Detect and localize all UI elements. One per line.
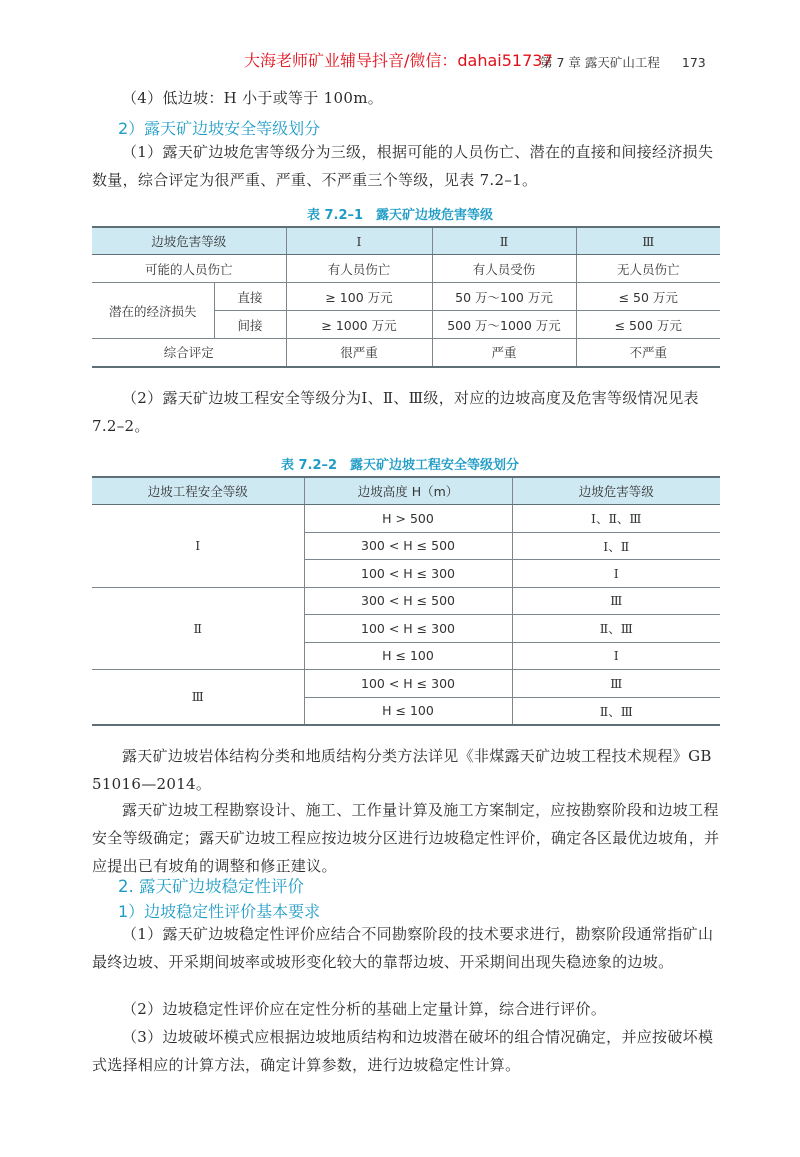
table1-cell: 间接 [214, 311, 286, 339]
table2-height-cell: H ≤ 100 [304, 697, 512, 725]
table1-cell: 直接 [214, 283, 286, 311]
table1-cell: 很严重 [286, 339, 432, 367]
table1-header: Ⅰ [286, 227, 432, 255]
table2-hazard-cell: Ⅰ [512, 560, 720, 588]
paragraph-classification: 露天矿边坡岩体结构分类和地质结构分类方法详见《非煤露天矿边坡工程技术规程》GB 51016—2014。 [92, 747, 712, 793]
chapter-title: 第 7 章 露天矿山工程 [540, 55, 660, 70]
table2-height-cell: 300 < H ≤ 500 [304, 587, 512, 615]
table1-header: Ⅱ [432, 227, 576, 255]
table1-cell: ≤ 500 万元 [576, 311, 720, 339]
page-number: 173 [681, 55, 706, 70]
table2-header: 边坡高度 H（m） [304, 477, 512, 505]
table1-cell: 500 万～1000 万元 [432, 311, 576, 339]
table1-header: Ⅲ [576, 227, 720, 255]
paragraph-requirement-2: （2）边坡稳定性评价应在定性分析的基础上定量计算，综合进行评价。 [122, 1000, 607, 1018]
paragraph-safety-grade: （2）露天矿边坡工程安全等级分为Ⅰ、Ⅱ、Ⅲ级，对应的边坡高度及危害等级情况见表 7.2–2。 [92, 389, 699, 435]
table2-height-cell: 100 < H ≤ 300 [304, 670, 512, 698]
table1-header: 边坡危害等级 [92, 227, 286, 255]
table2-hazard-cell: Ⅰ、Ⅱ、Ⅲ [512, 505, 720, 533]
table1-cell: 潜在的经济损失 [92, 283, 214, 339]
paragraph-requirement-1: （1）露天矿边坡稳定性评价应结合不同勘察阶段的技术要求进行，勘察阶段通常指矿山最终边坡、开采期间坡率或坡形变化较大的靠帮边坡、开采期间出现失稳迹象的边坡。 [92, 925, 714, 971]
table2-hazard-cell: Ⅰ、Ⅱ [512, 532, 720, 560]
table2-hazard-cell: Ⅲ [512, 670, 720, 698]
table2-hazard-cell: Ⅱ、Ⅲ [512, 615, 720, 643]
table2-grade-cell: Ⅱ [92, 587, 304, 670]
heading-safety-grade: 2）露天矿边坡安全等级划分 [118, 119, 321, 138]
table2-hazard-cell: Ⅱ、Ⅲ [512, 697, 720, 725]
paragraph-survey: 露天矿边坡工程勘察设计、施工、工作量计算及施工方案制定，应按勘察阶段和边坡工程安全等级确定；露天矿边坡工程应按边坡分区进行边坡稳定性评价，确定各区最优边坡角，并应提出已有坡角的调整和修正建议。 [92, 801, 720, 875]
table1-cell: 综合评定 [92, 339, 286, 367]
table2-height-cell: H > 500 [304, 505, 512, 533]
table1-cell: 50 万～100 万元 [432, 283, 576, 311]
heading-basic-requirements: 1）边坡稳定性评价基本要求 [118, 902, 321, 921]
hazard-grade-table [92, 226, 720, 368]
table1-cell: 无人员伤亡 [576, 255, 720, 283]
table2-height-cell: H ≤ 100 [304, 642, 512, 670]
table1-cell: ≥ 1000 万元 [286, 311, 432, 339]
table2-height-cell: 300 < H ≤ 500 [304, 532, 512, 560]
table1-caption: 表 7.2–1 露天矿边坡危害等级 [306, 208, 494, 223]
watermark: 大海老师矿业辅导抖音/微信：dahai51737 [244, 51, 553, 70]
table2-grade-cell: Ⅰ [92, 505, 304, 588]
paragraph-low-slope: （4）低边坡：H 小于或等于 100m。 [122, 89, 384, 107]
table1-cell: ≤ 50 万元 [576, 283, 720, 311]
table1-cell: 严重 [432, 339, 576, 367]
running-head [540, 53, 706, 71]
table2-header: 边坡危害等级 [512, 477, 720, 505]
table2-height-cell: 100 < H ≤ 300 [304, 615, 512, 643]
table2-caption: 表 7.2–2 露天矿边坡工程安全等级划分 [280, 458, 520, 473]
table2-header: 边坡工程安全等级 [92, 477, 304, 505]
paragraph-hazard-grade: （1）露天矿边坡危害等级分为三级，根据可能的人员伤亡、潜在的直接和间接经济损失数量，综合评定为很严重、严重、不严重三个等级，见表 7.2–1。 [92, 143, 714, 189]
table1-cell: 可能的人员伤亡 [92, 255, 286, 283]
table1-cell: ≥ 100 万元 [286, 283, 432, 311]
table2-hazard-cell: Ⅲ [512, 587, 720, 615]
table1-cell: 不严重 [576, 339, 720, 367]
table2-hazard-cell: Ⅰ [512, 642, 720, 670]
table1-cell: 有人员伤亡 [286, 255, 432, 283]
table2-height-cell: 100 < H ≤ 300 [304, 560, 512, 588]
table1-cell: 有人员受伤 [432, 255, 576, 283]
paragraph-requirement-3: （3）边坡破坏模式应根据边坡地质结构和边坡潜在破坏的组合情况确定，并应按破坏模式选择相应的计算方法，确定计算参数，进行边坡稳定性计算。 [92, 1028, 714, 1074]
table2-grade-cell: Ⅲ [92, 670, 304, 725]
safety-grade-table [92, 476, 720, 726]
heading-stability: 2. 露天矿边坡稳定性评价 [118, 877, 304, 896]
